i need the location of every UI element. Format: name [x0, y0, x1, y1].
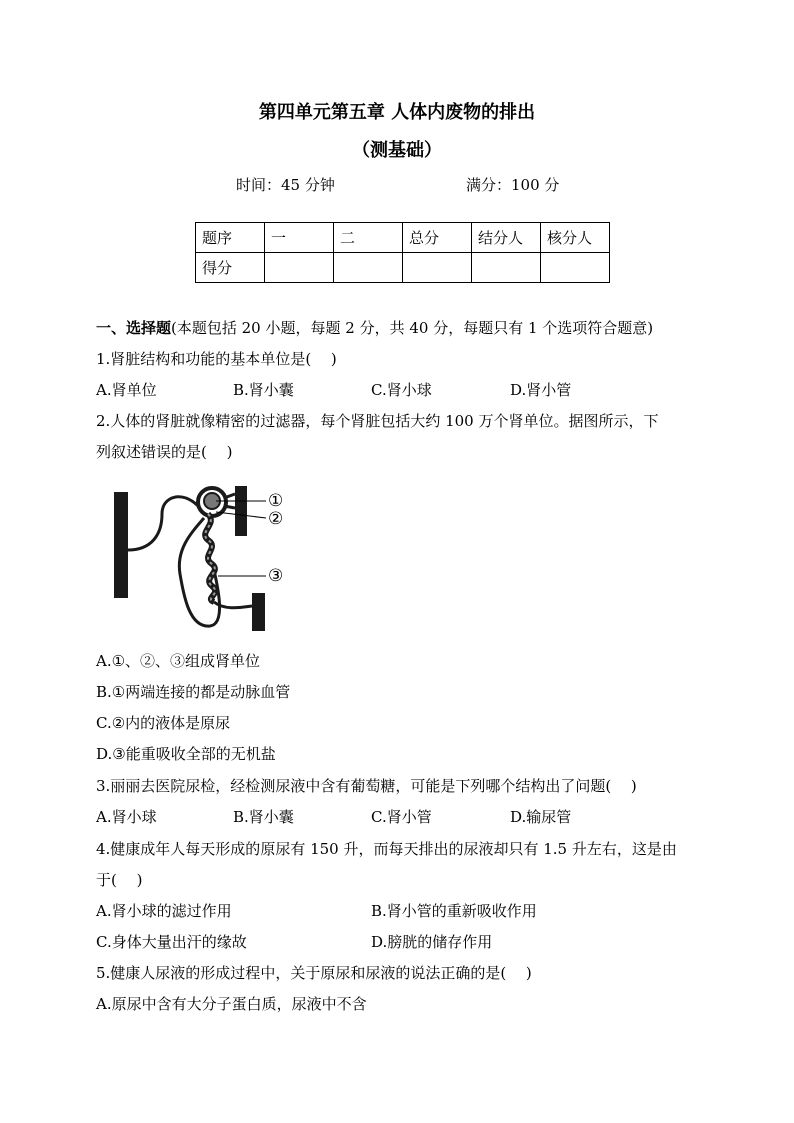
- q2-option-a[interactable]: A.①、②、③组成肾单位: [96, 652, 261, 670]
- page-title: 第四单元第五章 人体内废物的排出: [258, 102, 536, 123]
- score-cell-empty[interactable]: [541, 253, 610, 283]
- score-table-header-cell: 总分: [403, 223, 472, 253]
- question-2-stem-line1: 2.人体的肾脏就像精密的过滤器，每个肾脏包括大约 100 万个肾单位。据图所示，下: [96, 412, 659, 430]
- q5-option-a[interactable]: A.原尿中含有大分子蛋白质，尿液中不含: [96, 995, 367, 1013]
- exam-full-score: 满分：100 分: [466, 176, 560, 194]
- label-3: ③: [268, 566, 284, 586]
- score-table-row-label: 得分: [196, 253, 265, 283]
- blood-vessel-bar-right: [235, 486, 247, 536]
- score-table-header-cell: 一: [265, 223, 334, 253]
- score-cell-empty[interactable]: [334, 253, 403, 283]
- label-1: ①: [268, 491, 284, 511]
- section-heading-desc: (本题包括 20 小题，每题 2 分，共 40 分，每题只有 1 个选项符合题意): [171, 319, 654, 337]
- page-subtitle: （测基础）: [352, 140, 442, 161]
- score-cell-empty[interactable]: [472, 253, 541, 283]
- score-table-header-cell: 题序: [196, 223, 265, 253]
- question-1-stem: 1.肾脏结构和功能的基本单位是( ): [96, 350, 337, 368]
- question-5-stem: 5.健康人尿液的形成过程中，关于原尿和尿液的说法正确的是( ): [96, 964, 532, 982]
- section-heading-title: 一、选择题: [96, 319, 172, 337]
- question-4-stem-line2: 于( ): [96, 871, 143, 889]
- q4-option-b[interactable]: B.肾小管的重新吸收作用: [371, 902, 537, 920]
- q4-option-c[interactable]: C.身体大量出汗的缘故: [96, 933, 247, 951]
- q1-option-c[interactable]: C.肾小球: [371, 381, 432, 399]
- question-2-stem-line2: 列叙述错误的是( ): [96, 443, 233, 461]
- q3-option-d[interactable]: D.输尿管: [510, 808, 572, 826]
- q1-option-d[interactable]: D.肾小管: [510, 381, 572, 399]
- score-table-header-row: [196, 223, 610, 253]
- blood-vessel-bar-left: [114, 492, 128, 598]
- score-table-header-cell: 结分人: [472, 223, 541, 253]
- exam-time: 时间：45 分钟: [236, 176, 335, 194]
- collecting-duct-bar: [252, 593, 265, 631]
- q1-option-a[interactable]: A.肾单位: [96, 381, 157, 399]
- q2-option-c[interactable]: C.②内的液体是原尿: [96, 714, 231, 732]
- q3-option-b[interactable]: B.肾小囊: [233, 808, 294, 826]
- q4-option-d[interactable]: D.膀胱的储存作用: [371, 933, 493, 951]
- q1-option-b[interactable]: B.肾小囊: [233, 381, 294, 399]
- question-3-stem: 3.丽丽去医院尿检，经检测尿液中含有葡萄糖，可能是下列哪个结构出了问题( ): [96, 777, 637, 795]
- score-cell-empty[interactable]: [265, 253, 334, 283]
- q2-option-d[interactable]: D.③能重吸收全部的无机盐: [96, 745, 276, 763]
- q3-option-a[interactable]: A.肾小球: [96, 808, 157, 826]
- question-4-stem-line1: 4.健康成年人每天形成的原尿有 150 升，而每天排出的尿液却只有 1.5 升左右，这是由: [96, 840, 677, 858]
- q3-option-c[interactable]: C.肾小管: [371, 808, 432, 826]
- nephron-diagram: [100, 478, 300, 638]
- q4-option-a[interactable]: A.肾小球的滤过作用: [96, 902, 232, 920]
- score-table-header-cell: 二: [334, 223, 403, 253]
- score-cell-empty[interactable]: [403, 253, 472, 283]
- score-table-score-row: [196, 253, 610, 283]
- section-heading: [96, 318, 653, 338]
- afferent-vessel: [128, 497, 204, 550]
- q2-option-b[interactable]: B.①两端连接的都是动脉血管: [96, 683, 291, 701]
- score-table: [195, 222, 610, 283]
- label-2: ②: [268, 509, 284, 529]
- score-table-header-cell: 核分人: [541, 223, 610, 253]
